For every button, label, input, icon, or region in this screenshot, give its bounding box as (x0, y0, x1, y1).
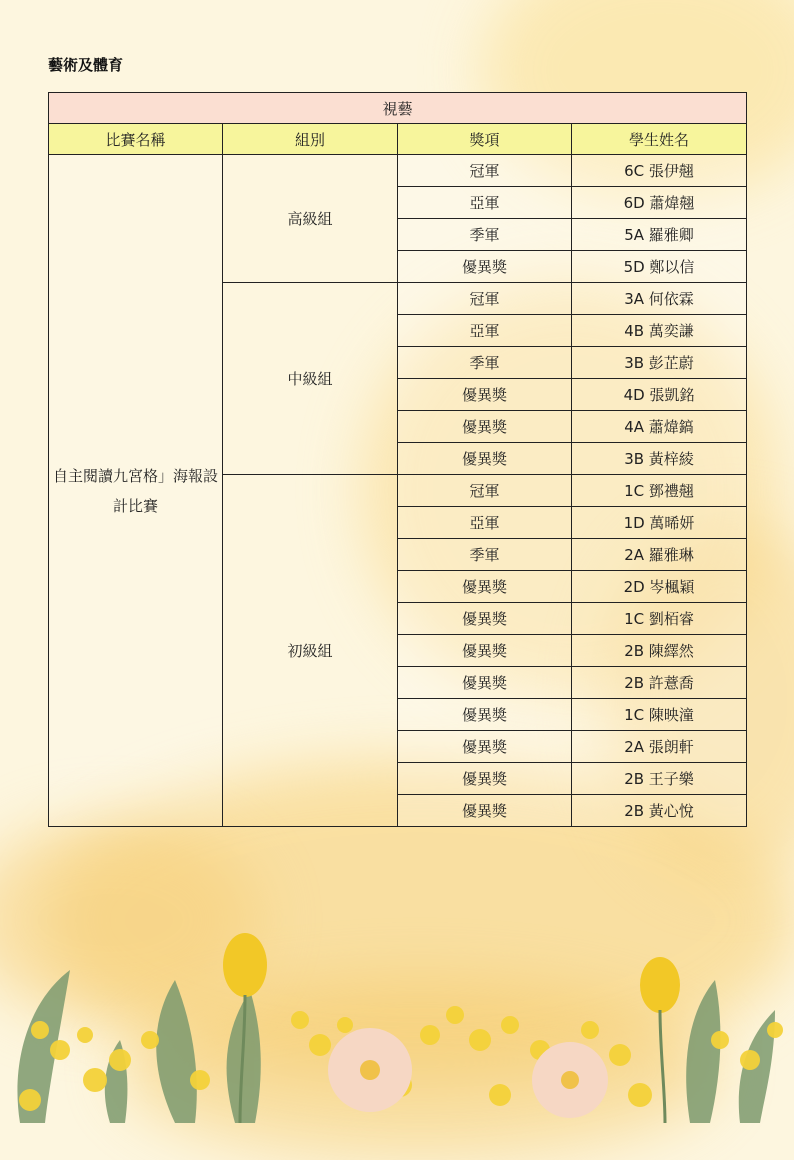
table-row (49, 155, 747, 187)
student-cell: 2B 黃心悅 (572, 795, 747, 827)
student-cell: 3A 何依霖 (572, 283, 747, 315)
student-cell: 5D 鄭以信 (572, 251, 747, 283)
award-cell: 優異獎 (398, 443, 572, 475)
student-cell: 2B 許薏喬 (572, 667, 747, 699)
award-cell: 亞軍 (398, 315, 572, 347)
award-cell: 優異獎 (398, 635, 572, 667)
group-junior: 初級組 (223, 475, 398, 827)
header-student: 學生姓名 (572, 124, 747, 155)
student-cell: 1C 陳映潼 (572, 699, 747, 731)
award-cell: 季軍 (398, 347, 572, 379)
student-cell: 3B 黃梓綾 (572, 443, 747, 475)
student-cell: 5A 羅雅卿 (572, 219, 747, 251)
header-award: 獎項 (398, 124, 572, 155)
competition-name: 自主閱讀九宮格」海報設計比賽 (49, 155, 223, 827)
student-cell: 2B 王子樂 (572, 763, 747, 795)
award-cell: 優異獎 (398, 667, 572, 699)
award-cell: 冠軍 (398, 475, 572, 507)
student-cell: 4A 蕭煒鎬 (572, 411, 747, 443)
award-cell: 亞軍 (398, 507, 572, 539)
award-cell: 優異獎 (398, 571, 572, 603)
student-cell: 2B 陳繹然 (572, 635, 747, 667)
award-cell: 優異獎 (398, 251, 572, 283)
student-cell: 1C 鄧禮翹 (572, 475, 747, 507)
award-cell: 優異獎 (398, 411, 572, 443)
award-cell: 優異獎 (398, 603, 572, 635)
group-intermediate: 中級組 (223, 283, 398, 475)
award-cell: 冠軍 (398, 283, 572, 315)
header-competition: 比賽名稱 (49, 124, 223, 155)
award-cell: 季軍 (398, 219, 572, 251)
student-cell: 2A 羅雅琳 (572, 539, 747, 571)
student-cell: 4B 萬奕謙 (572, 315, 747, 347)
student-cell: 4D 張凱銘 (572, 379, 747, 411)
floral-decoration (0, 910, 794, 1123)
award-cell: 優異獎 (398, 699, 572, 731)
award-cell: 冠軍 (398, 155, 572, 187)
award-cell: 優異獎 (398, 795, 572, 827)
student-cell: 2A 張朗軒 (572, 731, 747, 763)
student-cell: 6C 張伊翹 (572, 155, 747, 187)
results-table (48, 92, 747, 827)
student-cell: 2D 岑楓穎 (572, 571, 747, 603)
student-cell: 6D 蕭煒翹 (572, 187, 747, 219)
award-cell: 優異獎 (398, 379, 572, 411)
student-cell: 1D 萬晞妍 (572, 507, 747, 539)
award-cell: 亞軍 (398, 187, 572, 219)
table-caption: 視藝 (49, 93, 747, 124)
student-cell: 1C 劉栢睿 (572, 603, 747, 635)
award-cell: 優異獎 (398, 731, 572, 763)
student-cell: 3B 彭芷蔚 (572, 347, 747, 379)
section-title: 藝術及體育 (48, 56, 124, 74)
award-cell: 季軍 (398, 539, 572, 571)
header-group: 組別 (223, 124, 398, 155)
group-senior: 高級組 (223, 155, 398, 283)
award-cell: 優異獎 (398, 763, 572, 795)
